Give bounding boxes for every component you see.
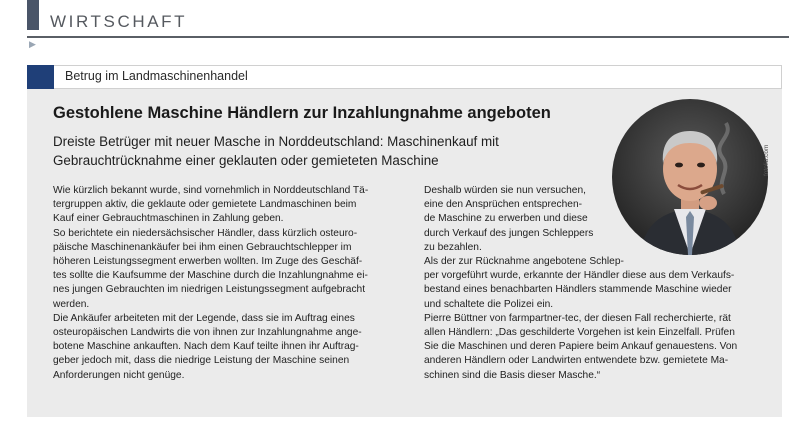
portrait-photo	[612, 99, 768, 255]
article-subheadline: Dreiste Betrüger mit neuer Masche in Norddeutschland: Maschinenkauf mit Gebrauchtrücknahme einer geklauten oder gemieteten Maschine	[53, 134, 499, 168]
paragraph-dealer-report: So berichtete ein niedersächsischer Händler, dass kürzlich osteuro- päische Maschinenankäufer bei ihm einen Gebrauchtschlepper im höheren Leistungssegment erwerben wollten. Im Zuge des Geschäf- tes sollte die Kaufsumme der Maschine durch die Inzahlungnahme ei- nes jungen Gebrauchten im niedrigen Leistungssegment aufgebracht werden.	[53, 227, 368, 310]
photo-credit: fotolia.com	[763, 144, 770, 176]
section-divider	[27, 36, 789, 38]
article-headline: Gestohlene Maschine Händlern zur Inzahlungnahme angeboten	[53, 104, 551, 122]
paragraph-attempt: Deshalb würden sie nun versuchen, eine den Ansprüchen entsprechen- de Maschine zu erwerben und diese durch Verkauf des jungen Schleppers zu bezahlen.	[424, 185, 594, 253]
section-title: WIRTSCHAFT	[50, 12, 188, 31]
paragraph-buyer-legend: Die Ankäufer arbeiteten mit der Legende, dass sie im Auftrag eines osteuropäischen Landwirts die von ihnen zur Inzahlungnahme ange- botene Maschine ankauften. Nach dem Kauf teilte ihnen ihr Auftrag- geber jedoch mit, dass die niedrige Leistung der Maschine seinen Anforderungen nicht genüge.	[53, 312, 362, 381]
paragraph-quote: Pierre Büttner von farmpartner-tec, der diesen Fall recherchierte, rät allen Händlern: „Das geschilderte Vorgehen ist kein Einzelfall. Prüfen Sie die Maschinen und deren Papiere beim Ankauf genauestens. Von anderen Händlern oder Landwirten entwendete bzw. gemietete Ma- schinen sind die Basis dieser Masche.“	[424, 312, 738, 381]
topic-tag-label: Betrug im Landmaschinenhandel	[65, 69, 248, 83]
paragraph-intro: Wie kürzlich bekannt wurde, sind vornehmlich in Norddeutschland Tä- tergruppen aktiv, die geklaute oder gemietete Landmaschinen beim Kauf einer Gebrauchtmaschinen in Zahlung geben.	[53, 185, 369, 225]
paragraph-recognition: Als der zur Rücknahme angebotene Schlep- per vorgeführt wurde, erkannte der Händler diese aus dem Verkaufs- bestand eines benachbarten Händlers stammende Maschine wieder und schaltete die Polizei ein.	[424, 256, 735, 310]
triangle-arrow-icon: ▶	[29, 39, 36, 49]
article-column-left	[53, 184, 403, 383]
section-color-bar	[27, 0, 39, 30]
topic-tag-marker	[27, 65, 54, 89]
